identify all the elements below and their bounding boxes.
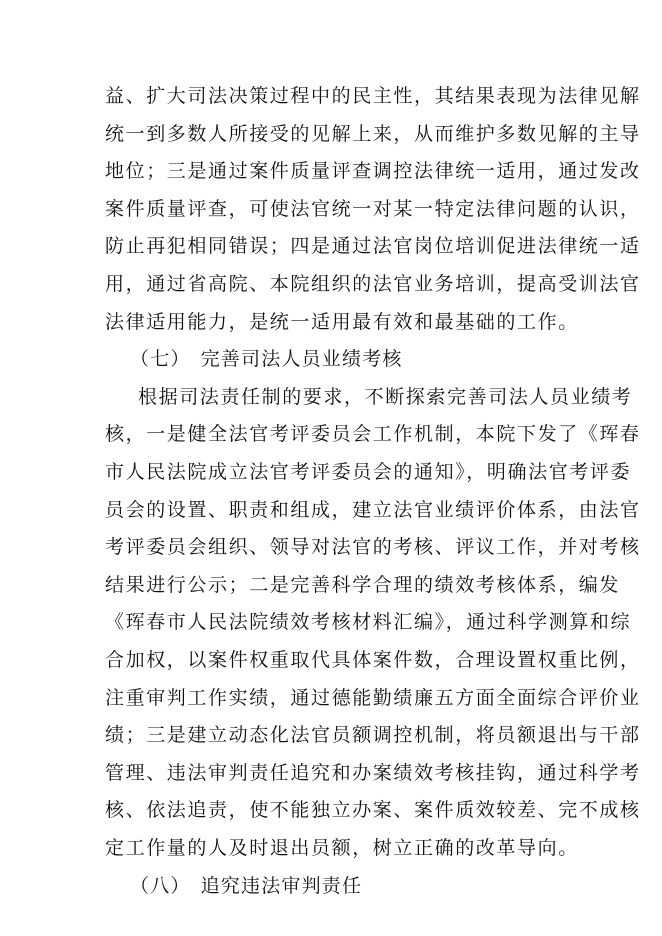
paragraph-2-line-5: 考评委员会组织、领导对法官的考核、评议工作，并对考核 bbox=[105, 536, 641, 558]
paragraph-2-line-13: 定工作量的人及时退出员额，树立正确的改革导向。 bbox=[105, 837, 579, 859]
section-heading-8-number: （八） bbox=[130, 875, 191, 897]
section-heading-7-title: 完善司法人员业绩考核 bbox=[200, 348, 403, 370]
paragraph-2-line-2: 核，一是健全法官考评委员会工作机制，本院下发了《珲春 bbox=[105, 423, 641, 445]
paragraph-2-line-4: 员会的设置、职责和组成，建立法官业绩评价体系，由法官 bbox=[105, 499, 641, 521]
section-heading-8-title: 追究违法审判责任 bbox=[200, 875, 363, 897]
section-heading-7 bbox=[130, 347, 403, 371]
paragraph-1-line-6: 用，通过省高院、本院组织的法官业务培训，提高受训法官 bbox=[105, 273, 641, 295]
paragraph-2-line-9: 注重审判工作实绩，通过德能勤绩廉五方面全面综合评价业 bbox=[105, 687, 641, 709]
paragraph-1-line-3: 地位；三是通过案件质量评查调控法律统一适用，通过发改 bbox=[105, 160, 641, 182]
paragraph-1-line-5: 防止再犯相同错误；四是通过法官岗位培训促进法律统一适 bbox=[105, 235, 641, 257]
paragraph-2-line-3: 市人民法院成立法官考评委员会的通知》，明确法官考评委 bbox=[105, 461, 632, 483]
section-heading-7-number: （七） bbox=[130, 348, 191, 370]
paragraph-2-line-8: 合加权，以案件权重取代具体案件数，合理设置权重比例， bbox=[105, 649, 641, 671]
paragraph-2-line-1: 根据司法责任制的要求，不断探索完善司法人员业绩考 bbox=[138, 386, 633, 408]
paragraph-1-line-7: 法律适用能力，是统一适用最有效和最基础的工作。 bbox=[105, 311, 579, 333]
paragraph-2-line-7: 《珲春市人民法院绩效考核材料汇编》，通过科学测算和综 bbox=[105, 611, 632, 633]
paragraph-1-line-4: 案件质量评查，可使法官统一对某一特定法律问题的认识， bbox=[105, 198, 641, 220]
paragraph-1-line-2: 统一到多数人所接受的见解上来，从而维护多数见解的主导 bbox=[105, 123, 641, 145]
section-heading-8 bbox=[130, 874, 362, 898]
paragraph-1-line-1: 益、扩大司法决策过程中的民主性，其结果表现为法律见解 bbox=[105, 85, 641, 107]
paragraph-2-line-10: 绩；三是建立动态化法官员额调控机制，将员额退出与干部 bbox=[105, 724, 641, 746]
paragraph-2-line-6: 结果进行公示；二是完善科学合理的绩效考核体系，编发 bbox=[105, 574, 621, 596]
paragraph-2-line-11: 管理、违法审判责任追究和办案绩效考核挂钩，通过科学考 bbox=[105, 762, 641, 784]
paragraph-2-line-12: 核、依法追责，使不能独立办案、案件质效较差、完不成核 bbox=[105, 799, 641, 821]
